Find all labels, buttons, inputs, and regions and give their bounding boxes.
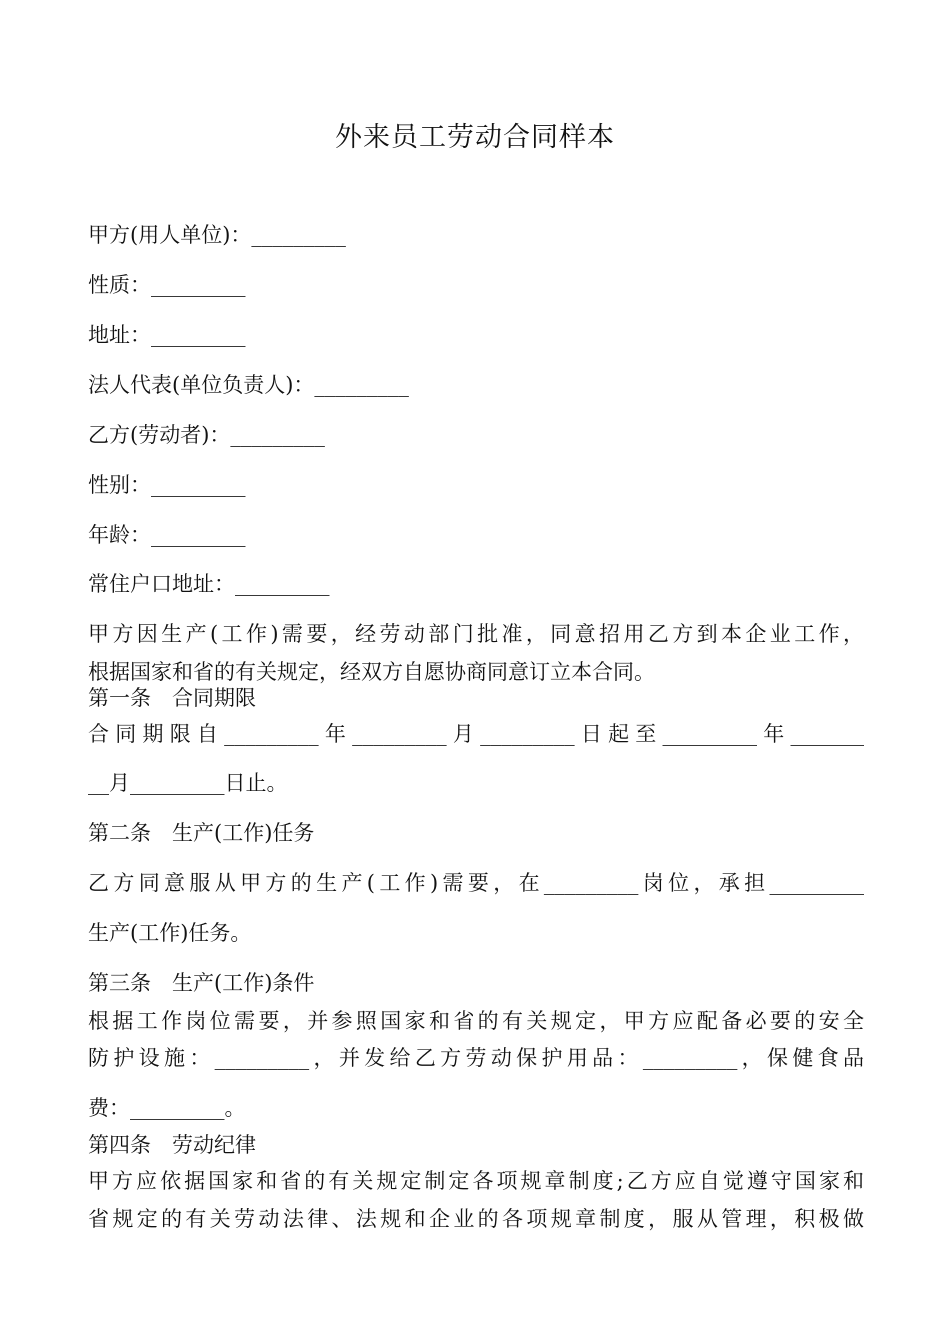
article-body-line: 甲方应依据国家和省的有关规定制定各项规章制度;乙方应自觉遵守国家和 bbox=[88, 1169, 864, 1193]
field-gender: 性别：_________ bbox=[88, 473, 246, 497]
article-body-line: __月_________日止。 bbox=[88, 771, 288, 795]
field-address: 地址：_________ bbox=[88, 323, 246, 347]
article-body-line: 防护设施：_________，并发给乙方劳动保护用品：_________，保健食品 bbox=[88, 1046, 864, 1070]
field-party-a: 甲方(用人单位)：_________ bbox=[88, 223, 346, 247]
article-heading: 第三条 生产(工作)条件 bbox=[88, 971, 315, 995]
preamble-line: 根据国家和省的有关规定，经双方自愿协商同意订立本合同。 bbox=[88, 660, 655, 684]
field-age: 年龄：_________ bbox=[88, 523, 246, 547]
field-nature: 性质：_________ bbox=[88, 273, 246, 297]
article-body-line: 根据工作岗位需要，并参照国家和省的有关规定，甲方应配备必要的安全 bbox=[88, 1009, 864, 1033]
article-heading: 第二条 生产(工作)任务 bbox=[88, 821, 315, 845]
article-body-line: 省规定的有关劳动法律、法规和企业的各项规章制度，服从管理，积极做 bbox=[88, 1207, 864, 1231]
preamble-line: 甲方因生产(工作)需要，经劳动部门批准，同意招用乙方到本企业工作， bbox=[88, 622, 864, 646]
article-body-line: 生产(工作)任务。 bbox=[88, 921, 252, 945]
article-body-line: 乙方同意服从甲方的生产(工作)需要，在_________岗位，承担_________ bbox=[88, 871, 864, 895]
article-heading: 第一条 合同期限 bbox=[88, 686, 256, 710]
field-legal-representative: 法人代表(单位负责人)：_________ bbox=[88, 373, 409, 397]
article-heading: 第四条 劳动纪律 bbox=[88, 1133, 256, 1157]
field-residence-address: 常住户口地址：_________ bbox=[88, 572, 330, 596]
article-body-line: 合同期限自_________年_________月_________日起至_________年_______ bbox=[88, 722, 864, 746]
field-party-b: 乙方(劳动者)：_________ bbox=[88, 423, 325, 447]
article-body-line: 费：_________。 bbox=[88, 1096, 246, 1120]
document-title: 外来员工劳动合同样本 bbox=[335, 122, 615, 153]
